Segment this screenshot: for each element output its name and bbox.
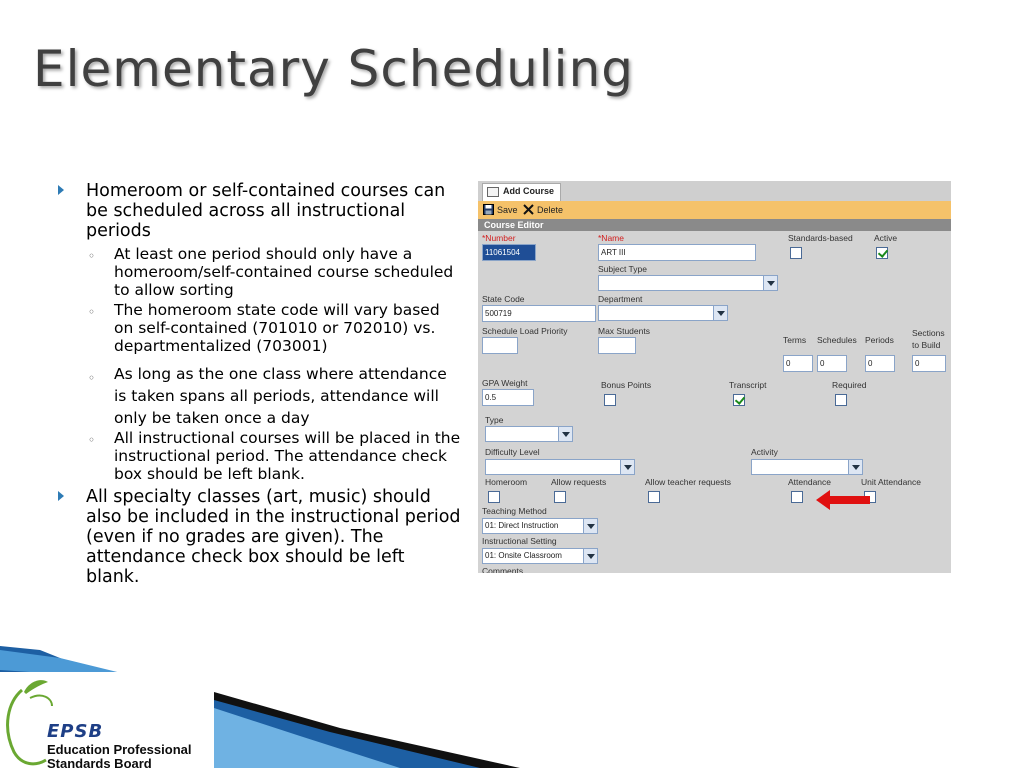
schedule-load-priority-label: Schedule Load Priority (482, 326, 568, 336)
homeroom-label: Homeroom (485, 477, 528, 487)
chevron-down-icon (848, 460, 862, 474)
bullet-item (58, 181, 463, 241)
teaching-method-label: Teaching Method (482, 506, 547, 516)
chevron-down-icon (583, 549, 597, 563)
subbullet-text: The homeroom state code will vary based on self-contained (701010 or 702010) vs. departmentalized (703001) (114, 301, 440, 355)
sections-field[interactable]: 0 (912, 355, 946, 372)
chevron-down-icon (713, 306, 727, 320)
gpa-weight-label: GPA Weight (482, 378, 528, 388)
chevron-down-icon (558, 427, 572, 441)
comments-label: Comments (482, 566, 524, 573)
type-label: Type (485, 415, 504, 425)
allow-requests-label: Allow requests (551, 477, 607, 487)
difficulty-level-label: Difficulty Level (485, 447, 540, 457)
subbullet-circle-icon: ◦ (88, 433, 96, 447)
max-students-field[interactable] (598, 337, 636, 354)
transcript-checkbox[interactable] (733, 394, 745, 406)
department-label: Department (598, 294, 643, 304)
bullet-text: All specialty classes (art, music) should also be included in the instructional period (even if no grades are given). The attendance check box should be left blank. (86, 487, 461, 587)
standards-based-checkbox[interactable] (790, 247, 802, 259)
bullet-item (58, 487, 463, 587)
terms-label: Terms (783, 335, 807, 345)
subbullet-item (58, 429, 463, 483)
panel-header: Course Editor (478, 219, 951, 231)
chevron-down-icon (583, 519, 597, 533)
logo-name: Education Professional Standards Board (47, 742, 192, 768)
subbullet-text: At least one period should only have a homeroom/self-contained course scheduled to allow sorting (114, 245, 454, 299)
state-code-field[interactable]: 500719 (482, 305, 596, 322)
subbullet-text: As long as the one class where attendance is taken spans all periods, attendance will only be taken once a day (114, 365, 447, 427)
schedule-load-priority-field[interactable] (482, 337, 518, 354)
attendance-label: Attendance (788, 477, 832, 487)
bonus-points-label: Bonus Points (601, 380, 652, 390)
attendance-checkbox[interactable] (791, 491, 803, 503)
bullet-text: Homeroom or self-contained courses can be scheduled across all instructional periods (86, 181, 446, 241)
pointer-arrow-icon (816, 490, 870, 510)
number-label: *Number (482, 233, 516, 243)
delete-x-icon (523, 204, 534, 215)
schedules-label: Schedules (817, 335, 857, 345)
active-label: Active (874, 233, 898, 243)
logo-abbreviation: EPSB (47, 721, 104, 742)
slide-title: Elementary Scheduling (33, 40, 635, 98)
subbullet-item (58, 245, 463, 299)
active-checkbox[interactable] (876, 247, 888, 259)
save-icon (483, 204, 494, 215)
max-students-label: Max Students (598, 326, 650, 336)
to-build-label: to Build (912, 340, 941, 350)
terms-field[interactable]: 0 (783, 355, 813, 372)
chevron-down-icon (763, 276, 777, 290)
difficulty-level-select[interactable] (485, 459, 635, 475)
name-label: *Name (598, 233, 624, 243)
activity-select[interactable] (751, 459, 863, 475)
department-select[interactable] (598, 305, 728, 321)
subbullet-circle-icon: ◦ (88, 249, 96, 263)
subject-type-label: Subject Type (598, 264, 647, 274)
gpa-weight-field[interactable]: 0.5 (482, 389, 534, 406)
allow-teacher-requests-label: Allow teacher requests (645, 477, 731, 487)
tab-bar (478, 181, 951, 201)
bullet-arrow-icon (58, 491, 64, 501)
chevron-down-icon (620, 460, 634, 474)
periods-label: Periods (865, 335, 894, 345)
instructional-setting-select[interactable]: 01: Onsite Classroom (482, 548, 598, 564)
subbullet-item (58, 363, 463, 429)
tab-add-course[interactable] (482, 183, 561, 201)
tab-label: Add Course (503, 186, 555, 196)
allow-teacher-requests-checkbox[interactable] (648, 491, 660, 503)
unit-attendance-label: Unit Attendance (861, 477, 922, 487)
subject-type-select[interactable] (598, 275, 778, 291)
bonus-points-checkbox[interactable] (604, 394, 616, 406)
course-editor-screenshot (478, 181, 951, 573)
delete-button[interactable]: Delete (523, 203, 563, 217)
required-checkbox[interactable] (835, 394, 847, 406)
subbullet-text: All instructional courses will be placed in the instructional period. The attendance check box should be left blank. (114, 429, 461, 483)
number-field[interactable]: 11061504 (482, 244, 536, 261)
teaching-method-select[interactable]: 01: Direct Instruction (482, 518, 598, 534)
subbullet-circle-icon: ◦ (88, 305, 96, 319)
required-label: Required (832, 380, 867, 390)
add-course-icon (487, 187, 499, 197)
subbullet-circle-icon: ◦ (88, 371, 96, 385)
course-editor-form (478, 231, 951, 573)
allow-requests-checkbox[interactable] (554, 491, 566, 503)
sections-label: Sections (912, 328, 945, 338)
toolbar (478, 201, 951, 219)
bullet-arrow-icon (58, 185, 64, 195)
schedules-field[interactable]: 0 (817, 355, 847, 372)
transcript-label: Transcript (729, 380, 767, 390)
periods-field[interactable]: 0 (865, 355, 895, 372)
instructional-setting-label: Instructional Setting (482, 536, 557, 546)
name-field[interactable]: ART III (598, 244, 756, 261)
standards-based-label: Standards-based (788, 233, 853, 243)
subbullet-item (58, 301, 463, 355)
activity-label: Activity (751, 447, 778, 457)
type-select[interactable] (485, 426, 573, 442)
homeroom-checkbox[interactable] (488, 491, 500, 503)
save-button[interactable]: Save (483, 203, 518, 217)
state-code-label: State Code (482, 294, 525, 304)
bullet-list (58, 181, 463, 587)
